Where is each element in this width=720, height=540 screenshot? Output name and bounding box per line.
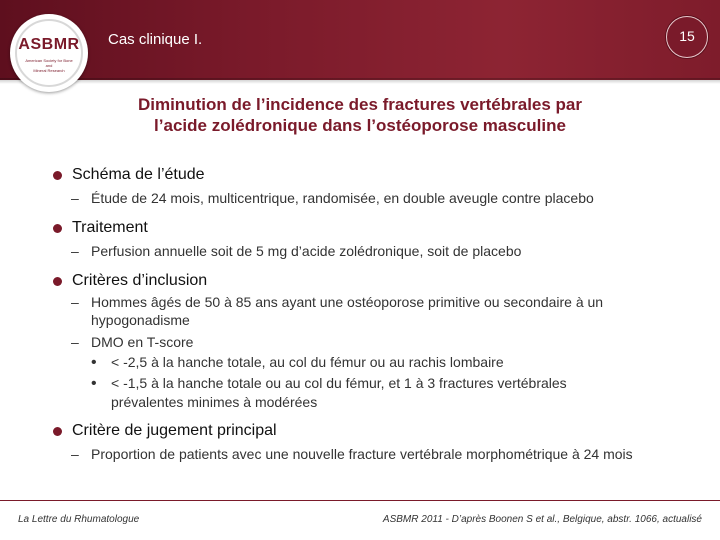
footer-source: La Lettre du Rhumatologue	[18, 514, 140, 525]
sub-item-text: DMO en T-score	[91, 334, 194, 350]
logo-subtitle-2: and	[45, 63, 53, 68]
footer-reference: ASBMR 2011 - D’après Boonen S et al., Belgique, abstr. 1066, actualisé	[382, 514, 702, 525]
bullet-label: Schéma de l’étude	[72, 166, 205, 183]
sub-item-text: Perfusion annuelle soit de 5 mg d’acide zolédronique, soit de placebo	[91, 243, 522, 259]
dash-icon: –	[71, 446, 79, 462]
bullet-label: Traitement	[72, 219, 148, 236]
sub-item-text: Étude de 24 mois, multicentrique, randomisée, en double aveugle contre placebo	[91, 190, 594, 206]
slide-title-line-1: Diminution de l’incidence des fractures vertébrales par	[137, 95, 583, 114]
sub-sub-item-text: < -2,5 à la hanche totale, au col du fémur ou au rachis lombaire	[111, 354, 504, 370]
asbmr-logo	[10, 14, 88, 92]
sub-item-text: Proportion de patients avec une nouvelle fracture vertébrale morphométrique à 24 mois	[91, 446, 633, 462]
page-number: 15	[679, 28, 695, 44]
header-shadow	[0, 78, 720, 84]
dash-icon: –	[71, 243, 79, 259]
slide-title	[80, 94, 640, 136]
bullet-label: Critère de jugement principal	[72, 422, 277, 439]
slide-title-line-2: l’acide zolédronique dans l’ostéoporose masculine	[154, 116, 566, 135]
dash-icon: –	[71, 190, 79, 206]
logo-subtitle-3: Mineral Research	[33, 68, 65, 73]
bullet-dot-icon	[53, 277, 62, 286]
bullet-dot-icon	[53, 427, 62, 436]
bullet-dot-icon	[53, 171, 62, 180]
page-number-badge	[666, 16, 708, 58]
small-bullet-icon: •	[91, 375, 97, 392]
dash-icon: –	[71, 334, 79, 350]
small-bullet-icon: •	[91, 354, 97, 371]
sub-sub-item-text: < -1,5 à la hanche totale ou au col du fémur, et 1 à 3 fractures vertébrales prévalentes minimes à modérées	[111, 375, 567, 410]
dash-icon: –	[71, 294, 79, 310]
footer-divider	[0, 500, 720, 501]
logo-subtitle-1: American Society for Bone	[25, 58, 73, 63]
logo-name: ASBMR	[18, 36, 80, 53]
header-title: Cas clinique I.	[108, 31, 203, 48]
bullet-label: Critères d’inclusion	[72, 272, 208, 289]
sub-item-text: Hommes âgés de 50 à 85 ans ayant une ostéoporose primitive ou secondaire à un hypogonadisme	[91, 294, 604, 328]
bullet-dot-icon	[53, 224, 62, 233]
